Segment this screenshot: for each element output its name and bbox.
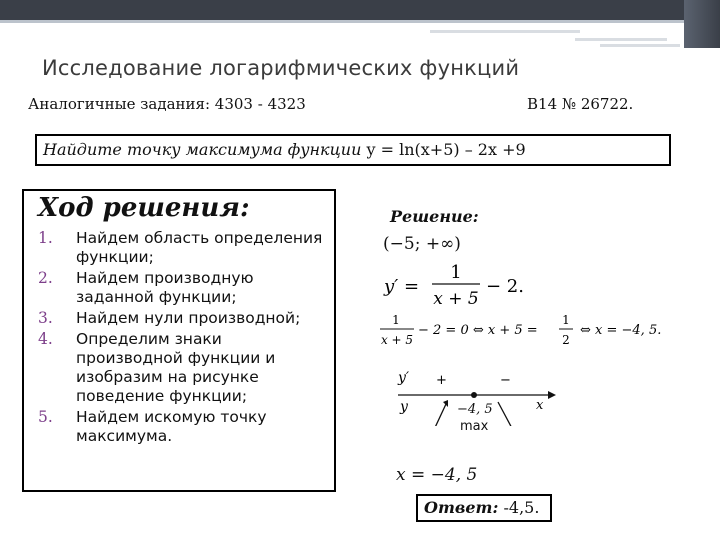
derivative-tail: − 2. — [486, 276, 524, 297]
task-statement — [35, 134, 671, 166]
decor-line — [600, 44, 680, 47]
derivative-denominator: x + 5 — [433, 289, 479, 309]
sign-chart-y: y — [400, 399, 408, 415]
step-item — [30, 330, 330, 406]
result-x: x = −4, 5 — [396, 465, 478, 485]
derivative-numerator: 1 — [450, 262, 462, 283]
number-line-arrow — [548, 391, 556, 399]
solution-heading: Решение: — [390, 207, 479, 226]
decreasing-arrow — [498, 402, 514, 426]
step-number: 3. — [38, 309, 53, 327]
sign-plus: + — [436, 373, 447, 388]
zero-equation: − 2 = 0 ⇔ x + 5 = — [418, 323, 538, 338]
critical-point-label: −4, 5 — [457, 402, 493, 417]
sign-chart-x: x — [536, 398, 544, 413]
solution-steps-panel — [22, 189, 336, 492]
step-text: Найдем производную заданной функции; — [76, 269, 254, 306]
answer-label: Ответ: — [424, 498, 499, 517]
decor-line — [575, 38, 667, 41]
task-function: y = ln(x+5) – 2x +9 — [366, 140, 526, 159]
step-number: 1. — [38, 229, 53, 247]
similar-tasks: Аналогичные задания: 4303 - 4323 — [28, 95, 306, 113]
answer-box — [416, 494, 552, 522]
step-text: Найдем область определения функции; — [76, 229, 323, 266]
step-text: Определим знаки производной функции и изобразим на рисунке поведение функции; — [76, 330, 276, 405]
step-item — [30, 229, 330, 267]
step-text: Найдем нули производной; — [76, 309, 301, 327]
steps-list — [30, 229, 330, 448]
task-reference: B14 № 26722. — [527, 95, 634, 113]
step-item — [30, 408, 330, 446]
step-text: Найдем искомую точку максимума. — [76, 408, 267, 445]
sign-chart-yprime: y′ — [398, 370, 410, 386]
step-number: 2. — [38, 269, 53, 287]
slide-title: Исследование логарифмических функций — [42, 56, 520, 80]
step-item — [30, 309, 330, 328]
steps-heading: Ход решения: — [38, 193, 250, 223]
zero-denominator: x + 5 — [380, 333, 414, 347]
step-number: 4. — [38, 330, 53, 348]
zero-rhs-denominator: 2 — [562, 333, 570, 347]
top-bar-accent — [0, 20, 720, 23]
step-number: 5. — [38, 408, 53, 426]
decor-line — [430, 30, 580, 33]
solution-math — [376, 256, 676, 426]
corner-decor — [684, 0, 720, 48]
increasing-arrow — [432, 404, 446, 426]
zero-numerator: 1 — [392, 313, 400, 327]
domain-interval: (−5; +∞) — [383, 234, 461, 254]
critical-point — [471, 392, 477, 398]
step-item — [30, 269, 330, 307]
answer-value: -4,5. — [503, 498, 540, 517]
zero-rhs-numerator: 1 — [562, 313, 570, 327]
max-label: max — [460, 419, 489, 434]
task-prompt: Найдите точку максимума функции — [43, 140, 362, 159]
top-bar — [0, 0, 720, 22]
derivative-lhs: y′ = — [384, 276, 420, 297]
zero-result: ⇔ x = −4, 5. — [580, 323, 662, 338]
sign-minus: − — [500, 373, 511, 388]
